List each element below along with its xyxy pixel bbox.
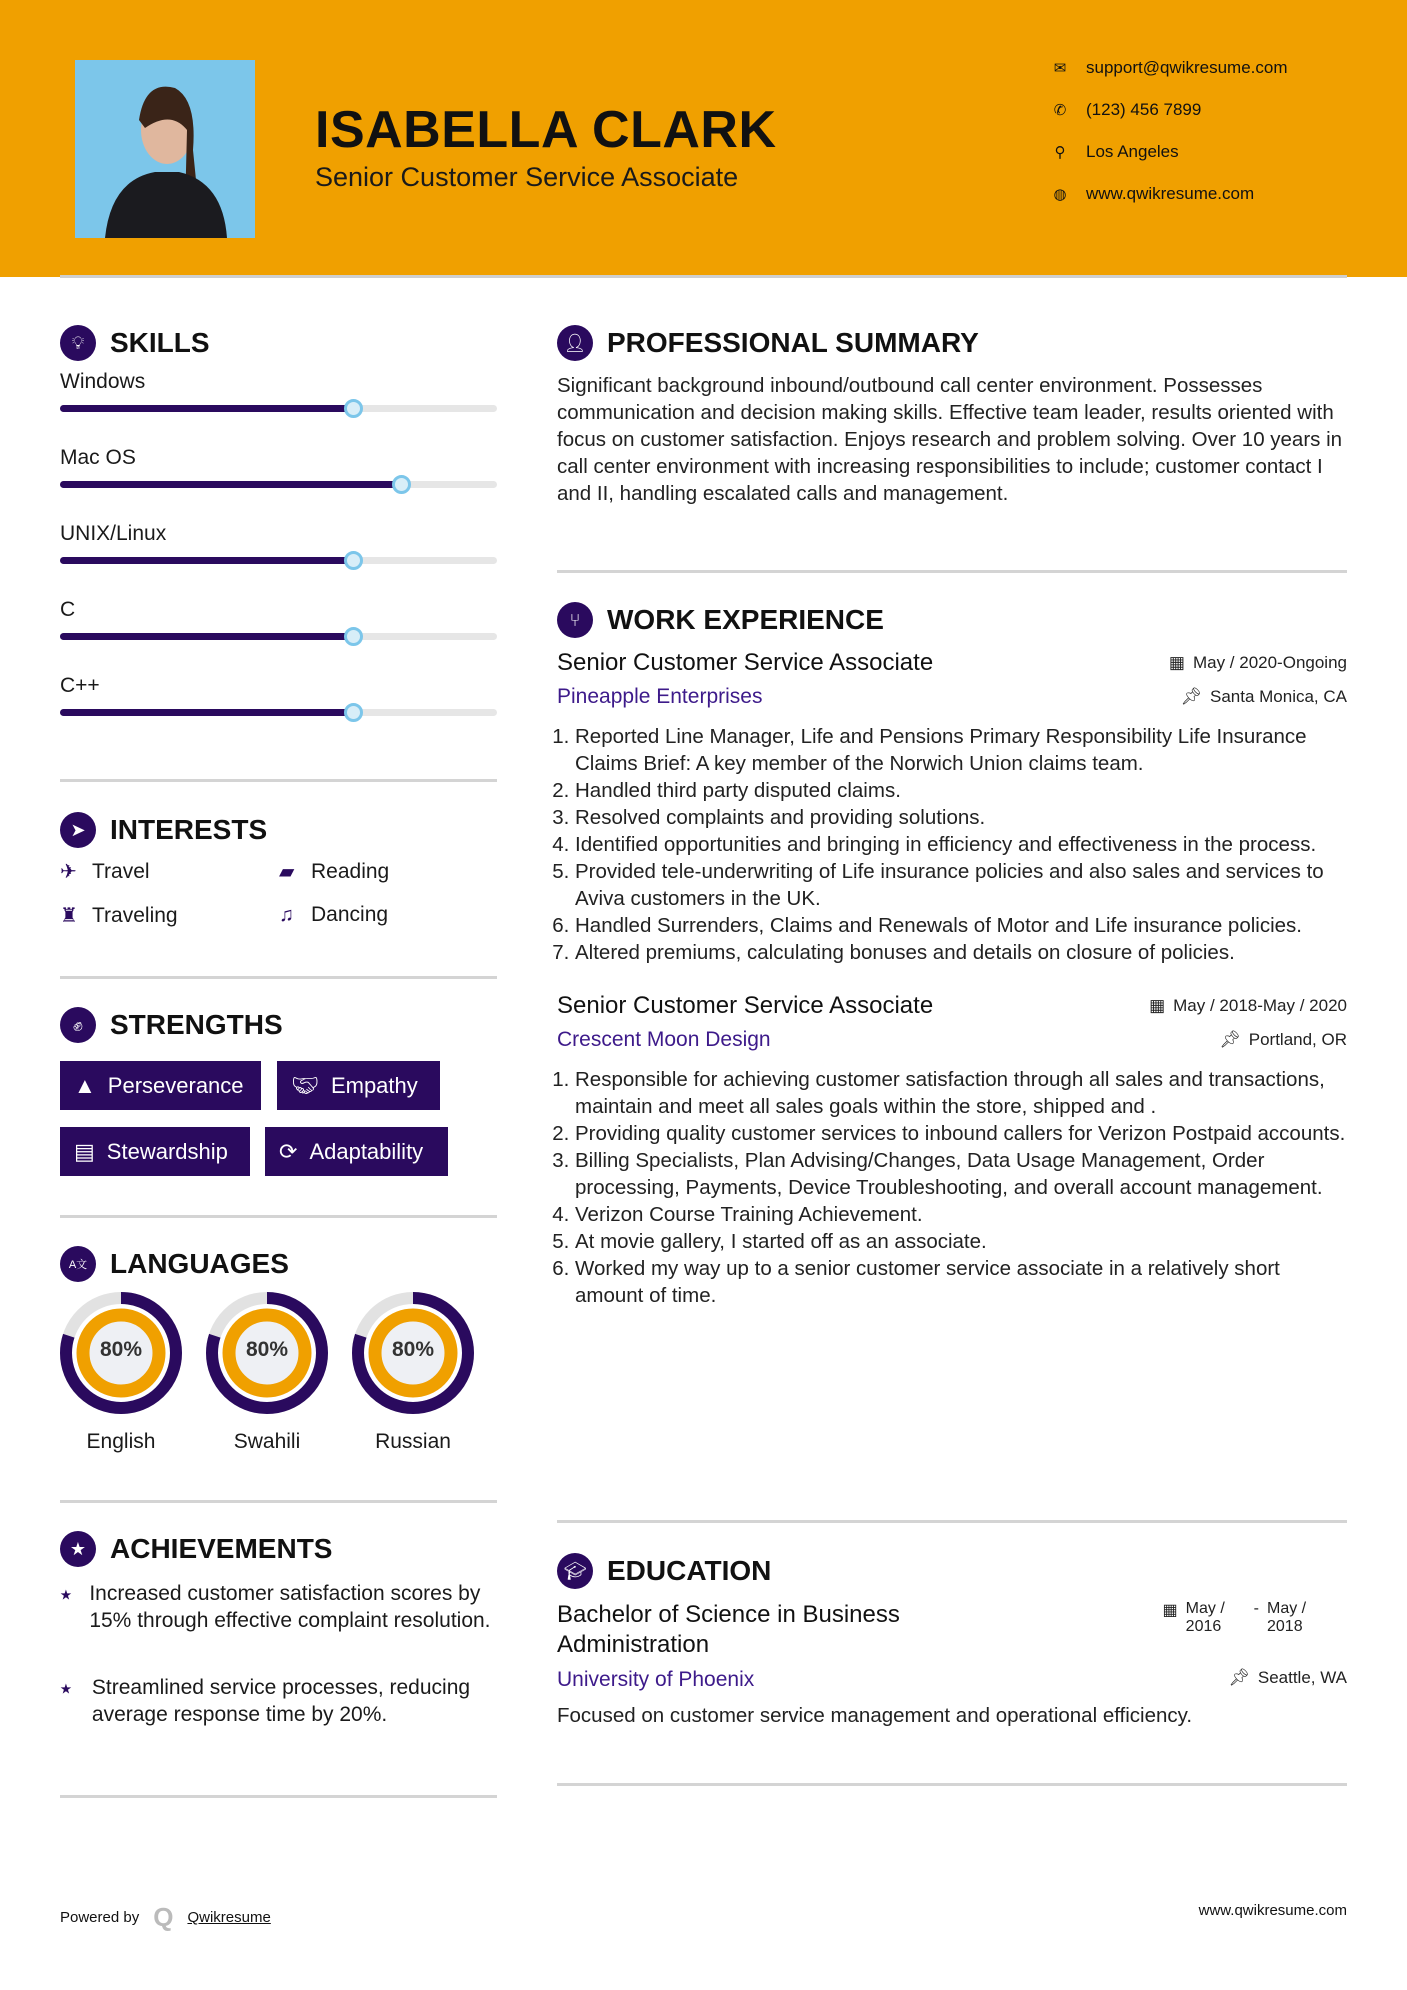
divider [60, 779, 497, 782]
skill-level-bar [60, 481, 497, 488]
location-text: Santa Monica, CA [1209, 687, 1347, 706]
language-percent: 80% [391, 1338, 435, 1361]
calendar-icon: ▦ [1162, 1602, 1178, 1619]
pin-icon: 📌︎ [1180, 687, 1202, 706]
work-section [557, 601, 1347, 1309]
education-dates: ▦ May / 2016 - May / 2018 [1163, 1600, 1317, 1636]
section-heading: EDUCATION [607, 1555, 772, 1586]
plane-icon: ✈ [60, 861, 77, 883]
translate-icon: A文 [60, 1246, 96, 1282]
language-label: English [86, 1430, 156, 1453]
road-icon: ▲ [74, 1072, 96, 1098]
skill-item [60, 598, 497, 622]
contact-phone [1052, 100, 1201, 120]
section-heading: PROFESSIONAL SUMMARY [607, 327, 979, 358]
language-label: Swahili [233, 1430, 301, 1453]
header-banner [0, 0, 1407, 277]
skill-fill [60, 481, 401, 488]
language-percent: 80% [245, 1338, 289, 1361]
phone-text: (123) 456 7899 [1086, 100, 1202, 119]
header-divider [60, 275, 1347, 278]
interest-label: Dancing [311, 903, 389, 926]
job-dates [1169, 653, 1347, 673]
summary-text: Significant background inbound/outbound call center environment. Possesses communication and decision making skills. Effective team leader, results oriented with focus on customer satisfaction. Enjoys research and problem solving. Over 10 years in call center environment with increasing responsibilities to include; customer contact I and II, handling escalated calls and management. [557, 374, 1343, 505]
section-heading: LANGUAGES [110, 1248, 289, 1279]
skill-knob [344, 551, 363, 570]
list-item: 6. Handled Surrenders, Claims and Renewals of Motor and Life insurance policies. [575, 912, 1347, 939]
skill-label: C [60, 598, 76, 621]
achievements-section [60, 1530, 497, 1780]
brand-link[interactable]: Qwikresume [187, 1909, 271, 1926]
skill-knob [344, 399, 363, 418]
summary-section [557, 324, 1347, 507]
job-title: Senior Customer Service Associate [557, 992, 934, 1019]
briefcase-icon: ▤ [74, 1138, 95, 1164]
divider [557, 1783, 1347, 1786]
map-marker-icon: ⚲ [1054, 144, 1066, 161]
language-label: Russian [375, 1430, 451, 1453]
contact-location [1052, 142, 1179, 162]
skill-fill [60, 633, 353, 640]
interest-label: Travel [92, 859, 150, 883]
job-location [1180, 687, 1347, 707]
divider [557, 570, 1347, 573]
job-entry [557, 649, 1347, 966]
divider [60, 1795, 497, 1798]
job-dates [1149, 996, 1347, 1016]
book-icon: ▰ [279, 861, 295, 883]
skill-item [60, 370, 497, 394]
section-heading: WORK EXPERIENCE [607, 604, 884, 635]
list-item: 7. Altered premiums, calculating bonuses and details on closure of policies. [575, 939, 1347, 966]
skill-level-bar [60, 557, 497, 564]
footer-website[interactable]: www.qwikresume.com [1198, 1902, 1347, 1919]
language-donut [206, 1292, 328, 1414]
skill-item [60, 446, 497, 470]
qwikresume-logo-icon: Q [153, 1902, 174, 1932]
skill-knob [344, 703, 363, 722]
star-icon: ⭑ [60, 1581, 72, 1606]
section-heading: STRENGTHS [110, 1009, 283, 1040]
achievement-item [60, 1580, 497, 1634]
contact-email[interactable] [1052, 58, 1288, 78]
languages-section [60, 1245, 497, 1465]
profile-photo [75, 60, 255, 238]
achievement-text: Increased customer satisfaction scores by 15% through effective complaint resolution. [89, 1582, 491, 1632]
strength-label: Adaptability [309, 1138, 424, 1164]
interest-item [60, 903, 178, 928]
interests-section [60, 811, 497, 927]
strength-label: Empathy [330, 1072, 418, 1098]
section-heading: SKILLS [110, 327, 210, 358]
fist-icon: ✊︎ [60, 1007, 96, 1043]
user-icon: 👤︎ [557, 325, 593, 361]
lightbulb-icon: 💡︎ [60, 325, 96, 361]
interest-item [279, 903, 388, 927]
skill-label: C++ [60, 674, 100, 697]
handshake-icon: 🤝︎ [291, 1072, 319, 1098]
music-icon: ♫ [279, 903, 294, 926]
skill-level-bar [60, 405, 497, 412]
phone-icon: ✆ [1053, 102, 1067, 119]
binoculars-icon: ♜ [60, 905, 78, 927]
job-location [1219, 1030, 1347, 1050]
office-chair-icon: ⑂ [557, 602, 593, 638]
interest-item [60, 859, 150, 884]
list-item: 4. Identified opportunities and bringing in efficiency and effectiveness in the process. [575, 831, 1347, 858]
company-name: Pineapple Enterprises [557, 685, 763, 708]
achievement-text: Streamlined service processes, reducing average response time by 20%. [91, 1676, 471, 1726]
education-description: Focused on customer service management and operational efficiency. [557, 1704, 1193, 1727]
degree-title: Bachelor of Science in Business Administration [557, 1601, 900, 1658]
education-section [557, 1552, 1347, 1729]
divider [60, 1215, 497, 1218]
skill-knob [344, 627, 363, 646]
responsibility-list [557, 723, 1347, 966]
list-item: 2. Handled third party disputed claims. [575, 777, 1347, 804]
education-location [1228, 1668, 1347, 1688]
list-item: 5. Provided tele-underwriting of Life insurance policies and also sales and services to Aviva customers in the UK. [575, 858, 1347, 912]
location-text: Portland, OR [1248, 1030, 1347, 1049]
interest-item [279, 859, 389, 884]
language-donut [60, 1292, 182, 1414]
list-item: 6. Worked my way up to a senior customer service associate in a relatively short amount of time. [575, 1255, 1347, 1309]
list-item: 4. Verizon Course Training Achievement. [575, 1201, 1347, 1228]
achievement-item [60, 1674, 497, 1728]
responsibility-list [557, 1066, 1347, 1309]
divider [60, 976, 497, 979]
website-text: www.qwikresume.com [1086, 184, 1255, 203]
skill-item [60, 674, 497, 698]
strength-tag [60, 1127, 250, 1176]
list-item: 2. Providing quality customer services to inbound callers for Verizon Postpaid accounts. [575, 1120, 1347, 1147]
skill-level-bar [60, 633, 497, 640]
divider [557, 1520, 1347, 1523]
section-heading: ACHIEVEMENTS [110, 1533, 333, 1564]
list-item: 1. Responsible for achieving customer satisfaction through all sales and transactions, maintain and meet all sales goals within the store, shipped and . [575, 1066, 1347, 1120]
star-icon: ⭑ [60, 1675, 72, 1700]
skill-knob [392, 475, 411, 494]
school-name: University of Phoenix [557, 1668, 755, 1691]
pin-icon: 📌︎ [1228, 1668, 1250, 1687]
language-percent: 80% [99, 1338, 143, 1361]
interest-label: Reading [311, 859, 390, 883]
list-item: 5. At movie gallery, I started off as an associate. [575, 1228, 1347, 1255]
pin-icon: 📌︎ [1219, 1030, 1241, 1049]
refresh-icon: ⟳ [279, 1138, 298, 1164]
interest-label: Traveling [92, 903, 178, 927]
strength-tag [265, 1127, 448, 1176]
company-name: Crescent Moon Design [557, 1028, 771, 1051]
strength-tag [277, 1061, 440, 1110]
skill-fill [60, 709, 353, 716]
skill-level-bar [60, 709, 497, 716]
strength-label: Stewardship [106, 1138, 228, 1164]
skill-fill [60, 405, 353, 412]
job-entry [557, 992, 1347, 1309]
location-text: Seattle, WA [1257, 1668, 1347, 1687]
list-item: 3. Billing Specialists, Plan Advising/Changes, Data Usage Management, Order processing, Payments, Device Troubleshooting, and overall account management. [575, 1147, 1347, 1201]
contact-website[interactable] [1052, 184, 1254, 204]
candidate-name: ISABELLA CLARK [315, 101, 777, 159]
skill-label: Windows [60, 370, 146, 393]
start-date: May / 2016 [1185, 1600, 1225, 1635]
skill-label: Mac OS [60, 446, 136, 469]
candidate-title: Senior Customer Service Associate [315, 162, 739, 192]
list-item: 3. Resolved complaints and providing solutions. [575, 804, 1347, 831]
envelope-icon: ✉ [1053, 60, 1067, 77]
paper-plane-icon: ➤ [60, 812, 96, 848]
footer-powered [60, 1902, 271, 1933]
list-item: 1. Reported Line Manager, Life and Pensions Primary Responsibility Life Insurance Claims Brief: A key member of the Norwich Union claims team. [575, 723, 1347, 777]
location-text: Los Angeles [1086, 142, 1179, 161]
strength-tag [60, 1061, 261, 1110]
language-donut [352, 1292, 474, 1414]
date-text: May / 2020-Ongoing [1192, 653, 1347, 672]
graduate-icon: 🎓︎ [557, 1553, 593, 1589]
skills-section [60, 324, 497, 697]
skill-item [60, 522, 497, 546]
powered-by-text: Powered by [60, 1909, 140, 1926]
job-title: Senior Customer Service Associate [557, 649, 934, 676]
calendar-icon: ▦ [1149, 996, 1166, 1015]
skill-fill [60, 557, 353, 564]
calendar-icon: ▦ [1168, 653, 1185, 672]
strength-label: Perseverance [107, 1072, 244, 1098]
strengths-section [60, 1006, 497, 1186]
star-badge-icon: ★ [60, 1531, 96, 1567]
divider [60, 1500, 497, 1503]
section-heading: INTERESTS [110, 814, 268, 845]
skill-label: UNIX/Linux [60, 522, 167, 545]
end-date: May / 2018 [1267, 1600, 1307, 1635]
globe-icon: ◍ [1053, 186, 1067, 203]
email-text: support@qwikresume.com [1086, 58, 1288, 77]
date-text: May / 2018-May / 2020 [1173, 996, 1347, 1015]
